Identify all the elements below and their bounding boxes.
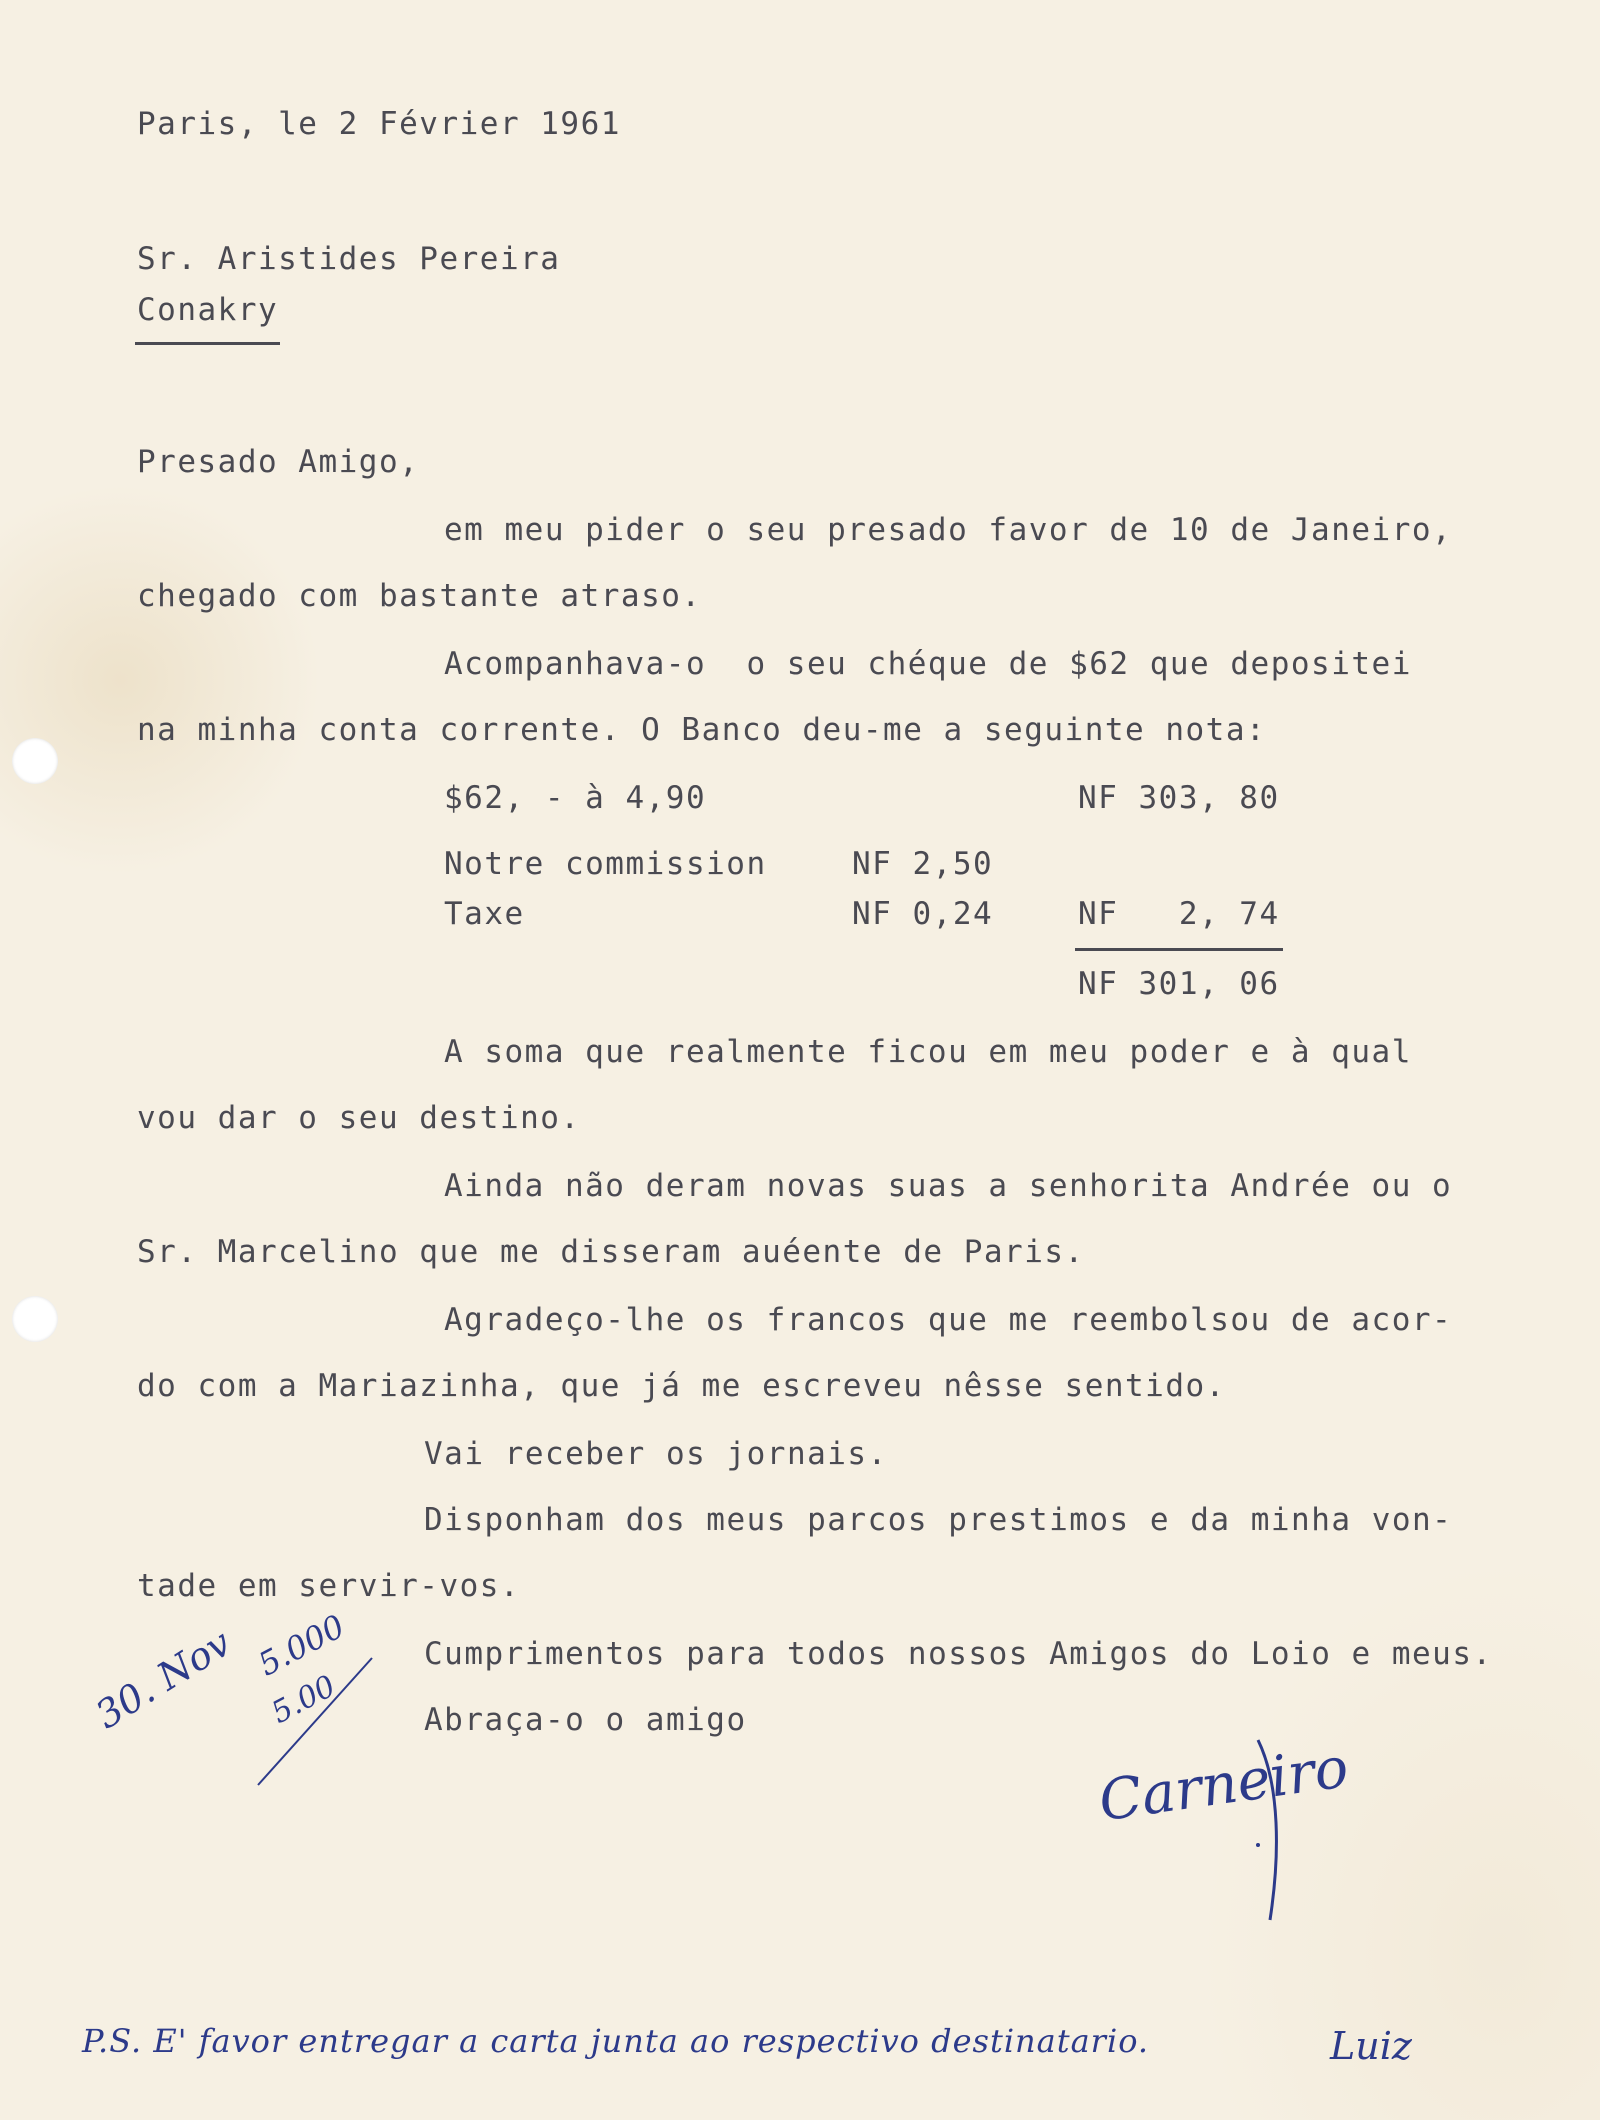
closing-line: Cumprimentos para todos nossos Amigos do Loio e meus. xyxy=(424,1636,1493,1672)
body-line: Ainda não deram novas suas a senhorita Andrée ou o xyxy=(444,1168,1453,1204)
calc-row1-total: NF 303, 80 xyxy=(1078,780,1280,816)
body-line: Agradeço-lhe os francos que me reembolsou de acor- xyxy=(444,1302,1453,1338)
calc-row3-amount: NF 0,24 xyxy=(852,896,994,932)
margin-note-date: 30. Nov xyxy=(88,1620,239,1738)
body-line: Vai receber os jornais. xyxy=(424,1436,888,1472)
margin-stroke xyxy=(250,1650,380,1790)
margin-note-amount: 5.00 xyxy=(266,1668,342,1731)
postscript-initials: Luiz xyxy=(1330,2024,1412,2068)
body-line: Sr. Marcelino que me disseram auéente de Paris. xyxy=(137,1234,1085,1270)
calc-row2-amount: NF 2,50 xyxy=(852,846,994,882)
postscript: P.S. E' favor entregar a carta junta ao respectivo destinatario. xyxy=(82,2022,1150,2060)
recipient-city: Conakry xyxy=(137,292,279,328)
body-line: A soma que realmente ficou em meu poder e à qual xyxy=(444,1034,1412,1070)
punch-hole-top xyxy=(12,738,58,784)
margin-note-amount: 5.000 xyxy=(252,1606,351,1684)
calc-row2-label: Notre commission xyxy=(444,846,767,882)
signature-flourish xyxy=(1240,1735,1300,1925)
salutation: Presado Amigo, xyxy=(137,444,420,480)
sum-line xyxy=(1075,948,1283,951)
body-line: do com a Mariazinha, que já me escreveu nêsse sentido. xyxy=(137,1368,1226,1404)
body-line: Disponham dos meus parcos prestimos e da minha von- xyxy=(424,1502,1453,1538)
punch-hole-bottom xyxy=(12,1296,58,1342)
recipient-underline xyxy=(135,342,280,345)
closing-line: Abraça-o o amigo xyxy=(424,1702,747,1738)
calc-net-total: NF 301, 06 xyxy=(1078,966,1280,1002)
signature: Carneiro xyxy=(1095,1735,1353,1835)
calc-row3-label: Taxe xyxy=(444,896,525,932)
letter-date: Paris, le 2 Février 1961 xyxy=(137,106,621,142)
body-line: na minha conta corrente. O Banco deu-me a seguinte nota: xyxy=(137,712,1267,748)
calc-row1-label: $62, - à 4,90 xyxy=(444,780,707,816)
recipient-name: Sr. Aristides Pereira xyxy=(137,241,561,277)
calc-row3-total: NF 2, 74 xyxy=(1078,896,1280,932)
body-line: Acompanhava-o o seu chéque de $62 que depositei xyxy=(444,646,1412,682)
body-line: chegado com bastante atraso. xyxy=(137,578,702,614)
body-line: em meu pider o seu presado favor de 10 de Janeiro, xyxy=(444,512,1453,548)
body-line: tade em servir-vos. xyxy=(137,1568,521,1604)
body-line: vou dar o seu destino. xyxy=(137,1100,581,1136)
